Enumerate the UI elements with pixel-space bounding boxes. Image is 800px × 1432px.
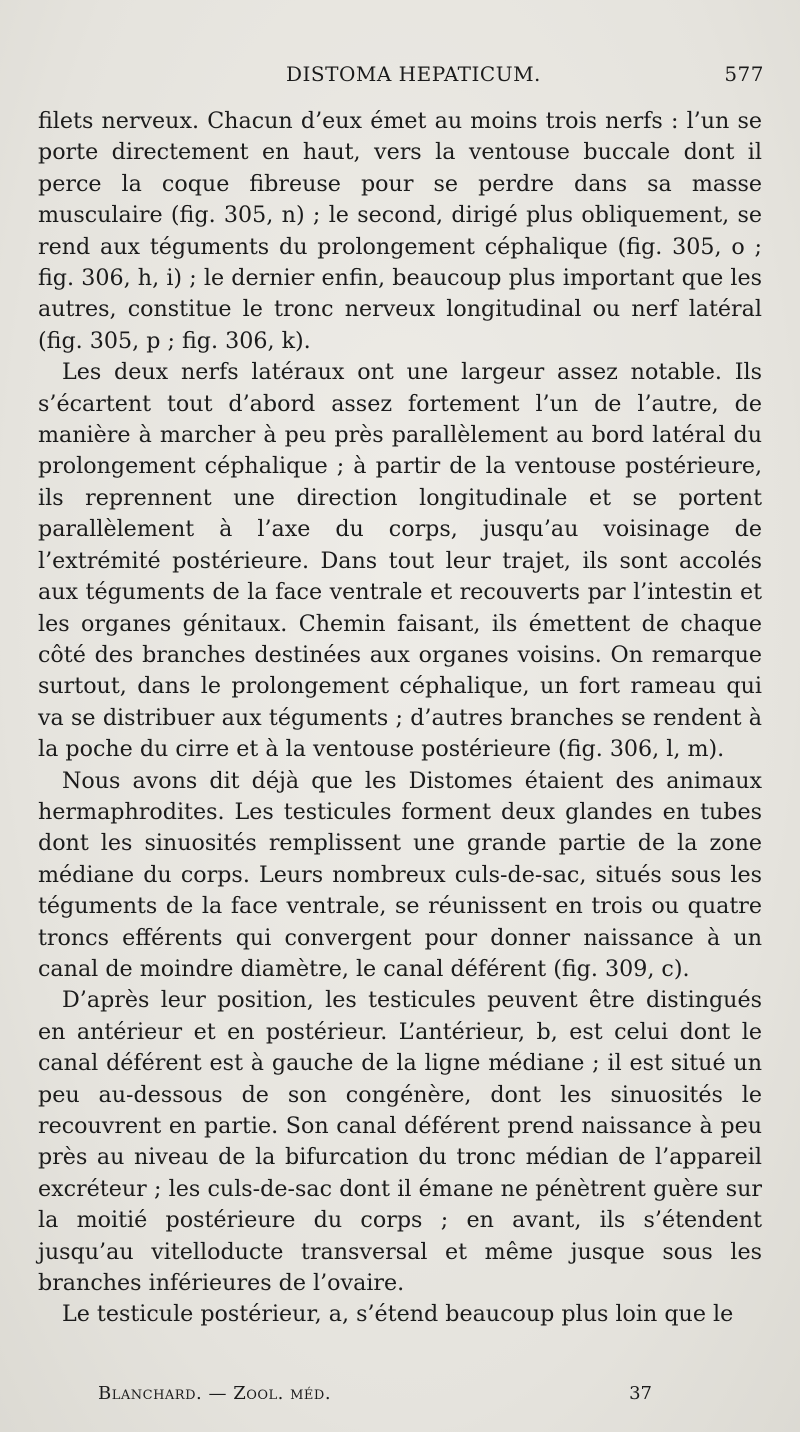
paragraph-4: D’après leur position, les testicules peuvent être distingués en antérieur et en postérieur. L’antérieur, b, est celui dont le canal déférent est à gauche de la ligne médiane ; il est situé un peu au-dessous de son congénère, dont les sinuosités le recouvrent en partie. Son canal déférent prend naissance à peu près au niveau de la bifurcation du tronc médian de l’appareil excréteur ; les culs-de-sac dont il émane ne pénètrent guère sur la moitié postérieure du corps ; en avant, ils s’étendent jusqu’au vitelloducte transversal et même jusque sous les branches inférieures de l’ovaire. (38, 987, 762, 1297)
footer-separator: — (208, 1383, 227, 1404)
footer-credit (98, 1383, 331, 1404)
page-number: 577 (724, 62, 764, 86)
body-text (38, 106, 762, 1331)
paragraph-5: Le testicule postérieur, a, s’étend beaucoup plus loin que le (62, 1301, 734, 1328)
footer-title: Zool. méd. (233, 1383, 332, 1404)
signature-mark: 37 (629, 1383, 652, 1404)
page-header (36, 62, 766, 92)
footer-author: Blanchard. (98, 1383, 203, 1404)
running-title: DISTOMA HEPATICUM. (286, 62, 541, 86)
paragraph-3: Nous avons dit déjà que les Distomes étaient des animaux hermaphrodites. Les testicules forment deux glandes en tubes dont les sinuosités remplissent une grande partie de la zone médiane du corps. Leurs nombreux culs-de-sac, situés sous les téguments de la face ventrale, se réunissent en trois ou quatre troncs efférents qui convergent pour donner naissance à un canal de moindre diamètre, le canal déférent (fig. 309, c). (38, 767, 762, 982)
paragraph-2: Les deux nerfs latéraux ont une largeur assez notable. Ils s’écartent tout d’abord assez fortement l’un de l’autre, de manière à marcher à peu près parallèlement au bord latéral du prolongement céphalique ; à partir de la ventouse postérieure, ils reprennent une direction longitudinale et se portent parallèlement à l’axe du corps, jusqu’au voisinage de l’extrémité postérieure. Dans tout leur trajet, ils sont accolés aux téguments de la face ventrale et recouverts par l’intestin et les organes génitaux. Chemin faisant, ils émettent de chaque côté des branches destinées aux organes voisins. On remarque surtout, dans le prolongement céphalique, un fort rameau qui va se distribuer aux téguments ; d’autres branches se rendent à la poche du cirre et à la ventouse postérieure (fig. 306, l, m). (38, 359, 762, 763)
paragraph-1: filets nerveux. Chacun d’eux émet au moins trois nerfs : l’un se porte directement en haut, vers la ventouse buccale dont il perce la coque fibreuse pour se perdre dans sa masse musculaire (fig. 305, n) ; le second, dirigé plus obliquement, se rend aux téguments du prolongement céphalique (fig. 305, o ; fig. 306, h, i) ; le dernier enfin, beaucoup plus important que les autres, constitue le tronc nerveux longitudinal ou nerf latéral (fig. 305, p ; fig. 306, k). (38, 108, 762, 354)
page-footer (98, 1383, 658, 1411)
